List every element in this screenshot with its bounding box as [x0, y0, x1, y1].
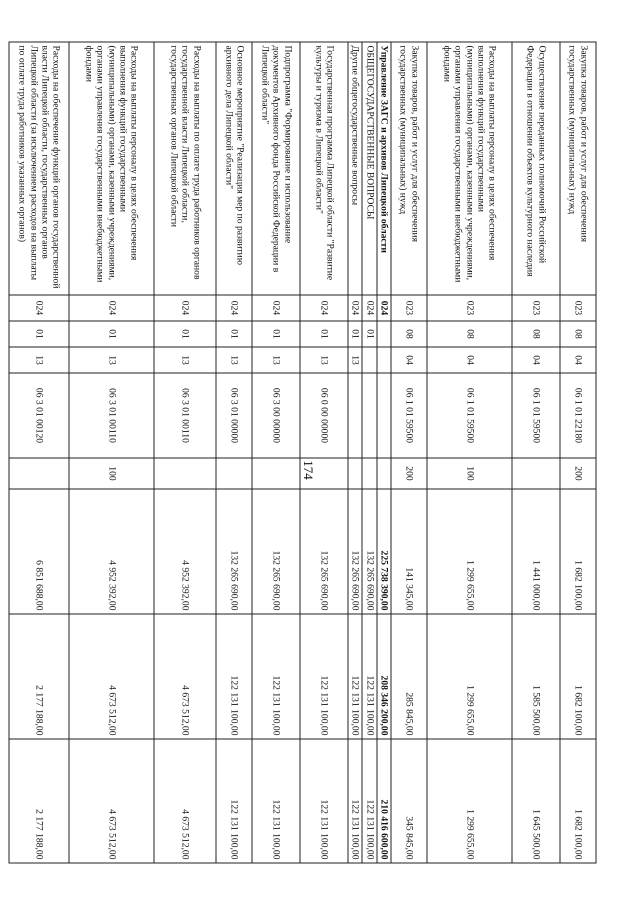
cell-value-1: 4 952 392,00	[69, 489, 154, 614]
cell-value-2: 122 131 100,00	[300, 614, 348, 739]
cell-ved: 024	[348, 295, 362, 321]
cell-value-1: 132 265 690,00	[252, 489, 300, 614]
cell-pr: 13	[348, 347, 362, 373]
cell-value-2: 122 131 100,00	[362, 614, 376, 739]
cell-value-3: 122 131 100,00	[362, 739, 376, 863]
rotated-page-content	[16, 42, 597, 863]
cell-value-2: 4 673 512,00	[69, 614, 154, 739]
cell-csr	[348, 373, 362, 458]
cell-value-2: 2 177 188,00	[9, 614, 69, 739]
cell-ved: 024	[154, 295, 216, 321]
table-body	[9, 42, 596, 863]
cell-rz: 01	[69, 321, 154, 347]
cell-value-1: 4 952 392,00	[154, 489, 216, 614]
cell-csr: 06 3 01 00110	[69, 373, 154, 458]
row-name: Расходы на обеспечение функций органов государственной власти Липецкой области, государственных органов Липецкой области (за исключением расходов на выплаты по оплате труда работников указанных органов)	[9, 42, 69, 295]
cell-vr: 100	[69, 458, 154, 489]
cell-csr: 06 3 01 00120	[9, 373, 69, 458]
cell-ved: 024	[377, 295, 391, 321]
row-name: Основное мероприятие "Реализация мер по развитию архивного дела Липецкой области"	[216, 42, 252, 295]
cell-pr: 13	[154, 347, 216, 373]
row-name: Управление ЗАГС и архивов Липецкой области	[377, 42, 391, 295]
cell-vr	[9, 458, 69, 489]
cell-rz: 08	[427, 321, 512, 347]
cell-vr: 200	[560, 458, 596, 489]
cell-csr: 06 1 01 22180	[560, 373, 596, 458]
cell-value-3: 1 299 655,00	[427, 739, 512, 863]
cell-ved: 024	[9, 295, 69, 321]
cell-vr	[348, 458, 362, 489]
cell-pr: 13	[9, 347, 69, 373]
cell-value-3: 122 131 100,00	[216, 739, 252, 863]
table-row	[362, 42, 376, 863]
cell-value-2: 122 131 100,00	[348, 614, 362, 739]
cell-value-1: 1 299 655,00	[427, 489, 512, 614]
cell-pr: 13	[216, 347, 252, 373]
cell-rz: 01	[216, 321, 252, 347]
table-row	[300, 42, 348, 863]
cell-value-3: 1 682 100,00	[560, 739, 596, 863]
cell-value-3: 2 177 188,00	[9, 739, 69, 863]
cell-vr: 200	[391, 458, 427, 489]
cell-rz	[377, 321, 391, 347]
row-name: Расходы на выплаты по оплате труда работников органов государственной власти Липецкой области, государственных органов Липецкой области	[154, 42, 216, 295]
cell-value-1: 132 265 690,00	[362, 489, 376, 614]
cell-value-2: 285 845,00	[391, 614, 427, 739]
cell-rz: 01	[9, 321, 69, 347]
cell-value-2: 1 299 655,00	[427, 614, 512, 739]
cell-value-1: 132 265 690,00	[348, 489, 362, 614]
cell-vr	[512, 458, 560, 489]
cell-pr: 04	[512, 347, 560, 373]
cell-value-3: 4 673 512,00	[69, 739, 154, 863]
cell-pr: 13	[300, 347, 348, 373]
cell-ved: 024	[300, 295, 348, 321]
cell-csr: 06 1 01 59500	[512, 373, 560, 458]
row-name: Другие общегосударственные вопросы	[348, 42, 362, 295]
row-name: ОБЩЕГОСУДАРСТВЕННЫЕ ВОПРОСЫ	[362, 42, 376, 295]
table-row	[512, 42, 560, 863]
cell-ved: 024	[69, 295, 154, 321]
cell-value-1: 132 265 690,00	[216, 489, 252, 614]
cell-value-1: 132 265 690,00	[300, 489, 348, 614]
cell-csr	[377, 373, 391, 458]
cell-value-3: 345 845,00	[391, 739, 427, 863]
cell-csr: 06 1 01 59500	[427, 373, 512, 458]
table-row	[427, 42, 512, 863]
row-name: Государственная программа Липецкой области "Развитие культуры и туризма в Липецкой области"	[300, 42, 348, 295]
cell-value-1: 225 738 390,00	[377, 489, 391, 614]
cell-value-1: 6 851 688,00	[9, 489, 69, 614]
table-row	[9, 42, 69, 863]
cell-vr	[300, 458, 348, 489]
cell-pr: 13	[69, 347, 154, 373]
cell-pr: 04	[427, 347, 512, 373]
cell-ved: 023	[560, 295, 596, 321]
cell-ved: 023	[427, 295, 512, 321]
cell-vr	[362, 458, 376, 489]
table-row	[154, 42, 216, 863]
cell-value-2: 122 131 100,00	[252, 614, 300, 739]
row-name: Закупка товаров, работ и услуг для обеспечения государственных (муниципальных) нужд	[560, 42, 596, 295]
cell-rz: 08	[560, 321, 596, 347]
cell-value-1: 1 682 100,00	[560, 489, 596, 614]
cell-vr	[154, 458, 216, 489]
cell-value-3: 122 131 100,00	[252, 739, 300, 863]
cell-pr: 04	[560, 347, 596, 373]
cell-value-1: 1 441 000,00	[512, 489, 560, 614]
cell-value-2: 4 673 512,00	[154, 614, 216, 739]
cell-vr	[216, 458, 252, 489]
cell-csr: 06 3 01 00000	[216, 373, 252, 458]
table-row	[252, 42, 300, 863]
cell-ved: 023	[512, 295, 560, 321]
row-name: Подпрограмма "Формирование и использование документов Архивного фонда Российской Федерации в Липецкой области"	[252, 42, 300, 295]
cell-rz: 01	[300, 321, 348, 347]
cell-rz: 01	[252, 321, 300, 347]
row-name: Расходы на выплаты персоналу в целях обеспечения выполнения функций государственными (муниципальными) органами, казенными учреждениями, органами управления государственными внебюджетными фондами	[427, 42, 512, 295]
cell-value-2: 1 585 500,00	[512, 614, 560, 739]
cell-pr: 13	[252, 347, 300, 373]
table-row	[216, 42, 252, 863]
table-row	[69, 42, 154, 863]
cell-ved: 023	[391, 295, 427, 321]
cell-vr	[252, 458, 300, 489]
cell-csr: 06 0 00 00000	[300, 373, 348, 458]
row-name: Осуществление переданных полномочий Российской Федерации в отношении объектов культурного наследия	[512, 42, 560, 295]
table-row	[560, 42, 596, 863]
cell-pr	[377, 347, 391, 373]
cell-value-3: 210 416 600,00	[377, 739, 391, 863]
cell-value-3: 122 131 100,00	[348, 739, 362, 863]
cell-csr: 06 3 00 00000	[252, 373, 300, 458]
cell-rz: 01	[348, 321, 362, 347]
cell-rz: 08	[512, 321, 560, 347]
cell-value-3: 122 131 100,00	[300, 739, 348, 863]
cell-ved: 024	[362, 295, 376, 321]
cell-ved: 024	[216, 295, 252, 321]
row-name: Закупка товаров, работ и услуг для обеспечения государственных (муниципальных) нужд	[391, 42, 427, 295]
cell-pr: 04	[391, 347, 427, 373]
cell-value-2: 1 682 100,00	[560, 614, 596, 739]
cell-csr	[362, 373, 376, 458]
cell-pr	[362, 347, 376, 373]
cell-vr	[377, 458, 391, 489]
cell-value-3: 1 645 500,00	[512, 739, 560, 863]
cell-csr: 06 1 01 59500	[391, 373, 427, 458]
table-row	[348, 42, 362, 863]
cell-rz: 01	[362, 321, 376, 347]
row-name: Расходы на выплаты персоналу в целях обеспечения выполнения функций государственными (муниципальными) органами, казенными учреждениями, органами управления государственными внебюджетными фондами	[69, 42, 154, 295]
cell-value-1: 141 345,00	[391, 489, 427, 614]
table-row	[391, 42, 427, 863]
cell-rz: 01	[154, 321, 216, 347]
page-number: 174	[301, 460, 316, 480]
cell-ved: 024	[252, 295, 300, 321]
cell-value-2: 122 131 100,00	[216, 614, 252, 739]
cell-value-3: 4 673 512,00	[154, 739, 216, 863]
budget-table	[9, 42, 597, 864]
cell-vr: 100	[427, 458, 512, 489]
cell-value-2: 208 346 200,00	[377, 614, 391, 739]
cell-csr: 06 3 01 00110	[154, 373, 216, 458]
table-row	[377, 42, 391, 863]
cell-rz: 08	[391, 321, 427, 347]
